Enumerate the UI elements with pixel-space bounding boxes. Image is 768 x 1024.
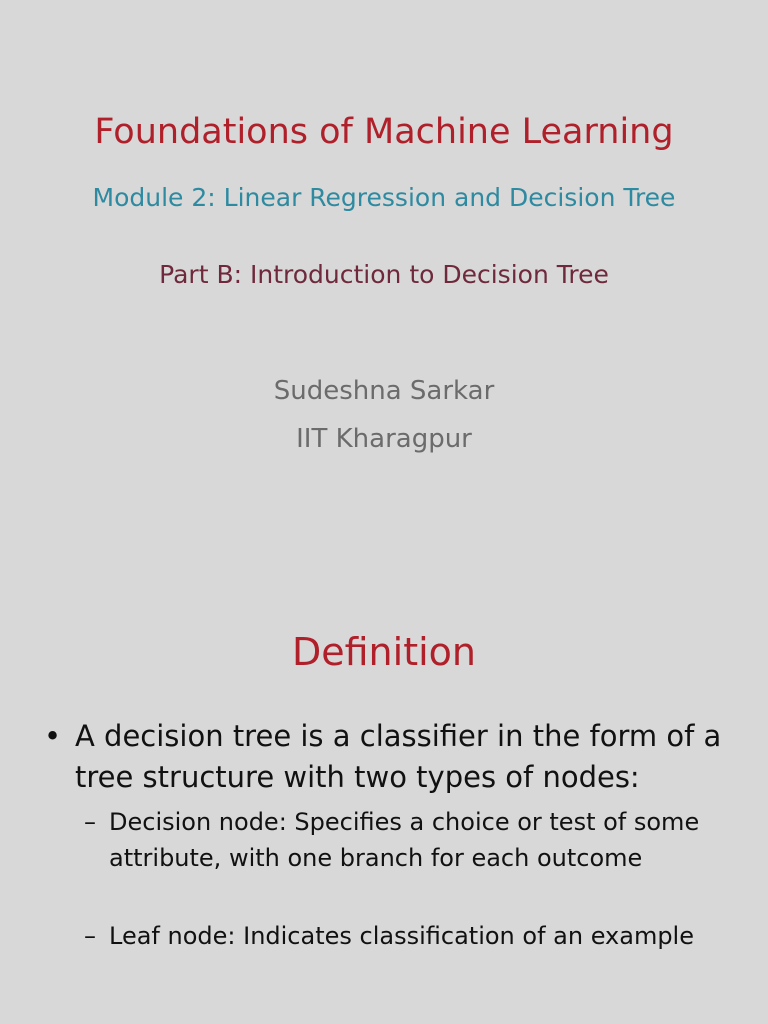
sub-bullet-text: Leaf node: Indicates classification of an example [109,922,694,950]
definition-slide [0,560,768,1024]
sub-bullet-text: Decision node: Specifies a choice or test of some attribute, with one branch for each outcome [109,808,700,872]
author-name: Sudeshna Sarkar [273,376,495,406]
bullet-marker: • [44,719,62,753]
slide-title: Definition [291,630,476,674]
bullet-item [44,716,724,798]
sub-bullet-item [84,804,724,876]
sub-bullet-item [84,918,724,954]
bullet-text: A decision tree is a classifier in the form of a tree structure with two types of nodes: [75,719,722,794]
sub-bullet-marker: – [84,808,96,836]
author-affiliation: IIT Kharagpur [296,424,472,454]
sub-bullet-marker: – [84,922,96,950]
course-title: Foundations of Machine Learning [94,112,674,152]
part-subtitle: Part B: Introduction to Decision Tree [159,260,609,289]
module-subtitle: Module 2: Linear Regression and Decision Tree [92,183,676,212]
